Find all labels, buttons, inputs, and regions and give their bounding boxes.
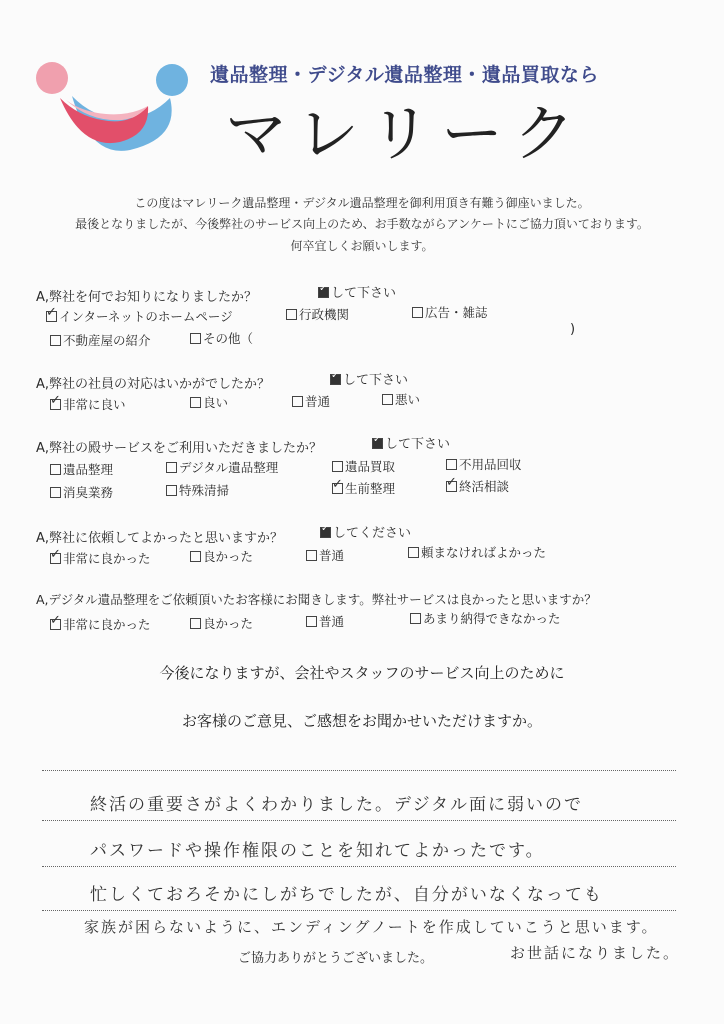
checkbox-icon (318, 287, 329, 298)
checkbox-icon[interactable] (190, 397, 201, 408)
brand-name: マレリーク (225, 97, 586, 170)
checkbox-icon (320, 527, 331, 538)
option-internet[interactable]: ✓インターネットのホームページ (46, 307, 233, 325)
intro-line-3: 何卒宜しくお願いします。 (290, 239, 434, 253)
checkbox-icon[interactable] (292, 396, 303, 407)
checkbox-icon[interactable] (50, 487, 61, 498)
comment-line-1: 終活の重要さがよくわかりました。デジタル面に弱いので (90, 795, 583, 815)
checkbox-icon[interactable] (306, 616, 317, 627)
option-deodorize[interactable]: 消臭業務 (50, 483, 113, 501)
option-normal[interactable]: 普通 (292, 392, 330, 410)
option-realestate[interactable]: 不動産屋の紹介 (50, 331, 151, 349)
checkbox-icon[interactable] (50, 464, 61, 475)
comment-line (42, 770, 676, 771)
instruction-4: ✓ してください (320, 522, 411, 541)
checkbox-icon[interactable] (412, 307, 423, 318)
question-staff: A,弊社の社員の対応はいかがでしたか？ (36, 377, 271, 392)
checkbox-checked-icon[interactable] (446, 481, 457, 492)
comment-line-2: パスワードや操作権限のことを知れてよかったです。 (90, 841, 545, 861)
checkbox-icon[interactable] (286, 309, 297, 320)
option-normal-q4[interactable]: 普通 (306, 546, 344, 564)
option-ihin-seiri[interactable]: 遺品整理 (50, 460, 113, 478)
question-source: A,弊社を何でお知りになりましたか？ (36, 290, 258, 305)
comment-line-3: 忙しくておろそかにしがちでしたが、自分がいなくなっても (90, 885, 603, 905)
closing-line-1: 今後になりますが、会社やスタッフのサービス向上のために (159, 664, 565, 682)
checkbox-icon[interactable] (190, 618, 201, 629)
option-special-clean[interactable]: 特殊清掃 (166, 481, 229, 499)
checkbox-checked-icon[interactable] (46, 311, 57, 322)
checkbox-icon[interactable] (166, 462, 177, 473)
option-good-q4[interactable]: 良かった (190, 547, 253, 565)
other-close-paren: ) (570, 322, 576, 337)
option-ads[interactable]: 広告・雑誌 (412, 303, 488, 321)
checkbox-checked-icon[interactable] (50, 553, 61, 564)
option-very-good-q4[interactable]: ✓非常に良かった (50, 549, 151, 567)
question-satisfaction: A,弊社に依頼してよかったと思いますか？ (36, 531, 284, 546)
checkbox-icon[interactable] (410, 613, 421, 624)
option-shukatsu[interactable]: ✓ 終活相談 (446, 477, 509, 495)
option-fuyouhin[interactable]: 不用品回収 (446, 455, 522, 473)
checkbox-icon[interactable] (408, 547, 419, 558)
option-digital-ihin[interactable]: デジタル遺品整理 (166, 458, 278, 476)
option-other[interactable]: その他（ (190, 329, 253, 347)
comment-signoff: お世話になりました。 (510, 944, 681, 962)
checkbox-checked-icon[interactable] (332, 483, 343, 494)
closing-line-2: お客様のご意見、ご感想をお聞かせいただけますか。 (181, 712, 542, 730)
instruction-1: ✓ して下さい (318, 282, 396, 301)
checkbox-icon[interactable] (190, 551, 201, 562)
instruction-3: ✓ して下さい (372, 433, 450, 452)
option-very-good-q5[interactable]: ✓非常に良かった (50, 615, 151, 633)
intro-line-1: この度はマレリーク遺品整理・デジタル遺品整理を御利用頂き有難う御座いました。 (134, 196, 590, 210)
comment-line (42, 910, 676, 911)
checkbox-icon (372, 438, 383, 449)
brand-logo (30, 58, 190, 158)
checkbox-checked-icon[interactable] (50, 619, 61, 630)
checkbox-icon[interactable] (50, 335, 61, 346)
intro-line-2: 最後となりましたが、今後弊社のサービス向上のため、お手数ながらアンケートにご協力頂いております。 (75, 217, 649, 231)
option-seizen-seiri[interactable]: ✓ 生前整理 (332, 479, 395, 497)
option-ihin-kaitori[interactable]: 遺品買取 (332, 457, 395, 475)
question-services: A,弊社の殿サービスをご利用いただきましたか？ (36, 441, 323, 456)
checkbox-icon[interactable] (306, 550, 317, 561)
option-government[interactable]: 行政機関 (286, 305, 349, 323)
option-very-good[interactable]: ✓非常に良い (50, 395, 126, 413)
option-good-q5[interactable]: 良かった (190, 614, 253, 632)
tagline: 遺品整理・デジタル遺品整理・遺品買取なら (210, 64, 599, 86)
option-bad[interactable]: 悪い (382, 390, 420, 408)
option-good[interactable]: 良い (190, 393, 228, 411)
instruction-2: ✓ して下さい (330, 369, 408, 388)
comment-line (42, 866, 676, 867)
option-normal-q5[interactable]: 普通 (306, 612, 344, 630)
checkbox-icon[interactable] (190, 333, 201, 344)
thanks-message: ご協力ありがとうございました。 (238, 951, 434, 966)
checkbox-icon[interactable] (382, 394, 393, 405)
option-unsatisfied-q5[interactable]: あまり納得できなかった (410, 609, 561, 627)
checkbox-checked-icon[interactable] (50, 399, 61, 410)
checkbox-icon (330, 374, 341, 385)
checkbox-icon[interactable] (446, 459, 457, 470)
comment-line (42, 820, 676, 821)
question-digital: A,デジタル遺品整理をご依頼頂いたお客様にお聞きします。弊社サービスは良かったと思いますか？ (36, 592, 597, 607)
option-regret-q4[interactable]: 頼まなければよかった (408, 543, 546, 561)
comment-line-4: 家族が困らないように、エンディングノートを作成していこうと思います。 (84, 918, 659, 936)
checkbox-icon[interactable] (166, 485, 177, 496)
checkbox-icon[interactable] (332, 461, 343, 472)
